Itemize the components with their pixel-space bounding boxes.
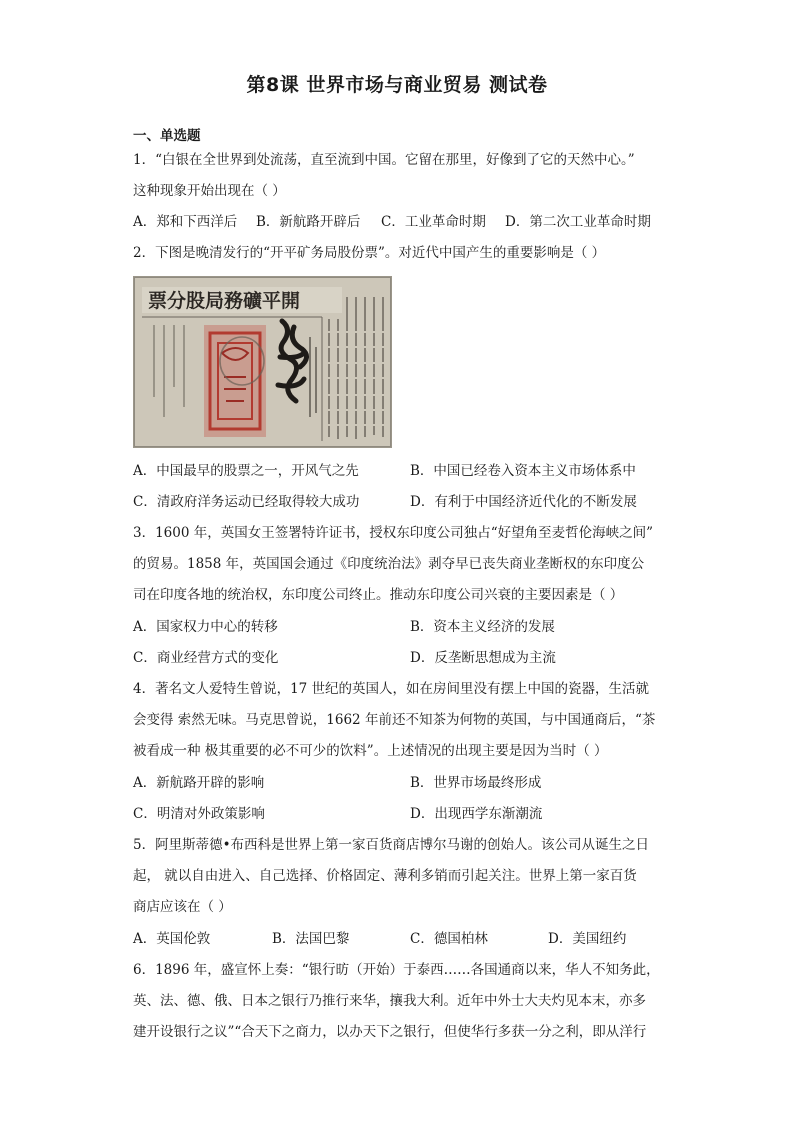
q3-text-line: 3．1600 年，英国女王签署特许证书，授权东印度公司独占“好望角至麦哲伦海峡之间” (133, 525, 654, 541)
q3-option-b: B．资本主义经济的发展 (410, 619, 555, 635)
stock-certificate-image (133, 276, 392, 448)
q1-option-b: B．新航路开辟后 (256, 214, 361, 230)
q3-text-line: 司在印度各地的统治权，东印度公司终止。推动东印度公司兴衰的主要因素是（ ） (133, 587, 624, 603)
q4-option-b: B．世界市场最终形成 (410, 775, 542, 791)
q6-text-line: 建开设银行之议”“合天下之商力，以办天下之银行，但使华行多获一分之利，即从洋行 (133, 1024, 647, 1040)
q1-option-a: A．郑和下西洋后 (133, 214, 238, 230)
q6-text-line: 6．1896 年，盛宣怀上奏：“银行昉（开始）于泰西……各国通商以来，华人不知务此， (133, 962, 660, 978)
page-title: 第8课 世界市场与商业贸易 测试卷 (246, 74, 548, 96)
q4-text-line: 4．著名文人爱特生曾说，17 世纪的英国人，如在房间里没有摆上中国的瓷器，生活就 (133, 681, 650, 697)
certificate-heading: 票分股局務礦平開 (148, 290, 301, 312)
q2-option-b: B．中国已经卷入资本主义市场体系中 (410, 463, 636, 479)
q5-option-b: B．法国巴黎 (272, 931, 350, 947)
q3-option-c: C．商业经营方式的变化 (133, 650, 279, 666)
q5-text-line: 起， 就以自由进入、自己选择、价格固定、薄利多销而引起关注。世界上第一家百货 (133, 868, 637, 884)
q4-text-line: 被看成一种 极其重要的必不可少的饮料”。上述情况的出现主要是因为当时（ ） (133, 743, 608, 759)
q1-text-line: 1．“白银在全世界到处流荡，直至流到中国。它留在那里，好像到了它的天然中心。” (133, 152, 635, 168)
q3-option-d: D．反垄断思想成为主流 (410, 650, 556, 666)
q5-option-c: C．德国柏林 (410, 931, 488, 947)
q6-text-line: 英、法、德、俄、日本之银行乃推行来华，攘我大利。近年中外士大夫灼见本末，亦多 (133, 993, 646, 1009)
q2-option-a: A．中国最早的股票之一，开风气之先 (133, 463, 359, 479)
q2-option-c: C．清政府洋务运动已经取得较大成功 (133, 494, 360, 510)
q4-text-line: 会变得 索然无味。马克思曾说，1662 年前还不知茶为何物的英国，与中国通商后，“茶 (133, 712, 656, 728)
section-heading: 一、单选题 (133, 128, 201, 144)
q1-text-line: 这种现象开始出现在（ ） (133, 183, 286, 199)
stock-certificate-photo (134, 277, 391, 447)
q1-option-d: D．第二次工业革命时期 (505, 214, 651, 230)
q4-option-a: A．新航路开辟的影响 (133, 775, 265, 791)
q3-text-line: 的贸易。1858 年，英国国会通过《印度统治法》剥夺早已丧失商业垄断权的东印度公 (133, 556, 645, 572)
q4-option-c: C．明清对外政策影响 (133, 806, 265, 822)
q2-text-line: 2．下图是晚清发行的“开平矿务局股份票”。对近代中国产生的重要影响是（ ） (133, 245, 606, 261)
q5-text-line: 商店应该在（ ） (133, 899, 232, 915)
q1-option-c: C．工业革命时期 (381, 214, 486, 230)
q3-option-a: A．国家权力中心的转移 (133, 619, 278, 635)
q4-option-d: D．出现西学东渐潮流 (410, 806, 543, 822)
q2-option-d: D．有利于中国经济近代化的不断发展 (410, 494, 637, 510)
q5-option-d: D．美国纽约 (548, 931, 627, 947)
q5-text-line: 5．阿里斯蒂德•布西科是世界上第一家百货商店博尔马谢的创始人。该公司从诞生之日 (133, 837, 650, 853)
q5-option-a: A．英国伦敦 (133, 931, 211, 947)
